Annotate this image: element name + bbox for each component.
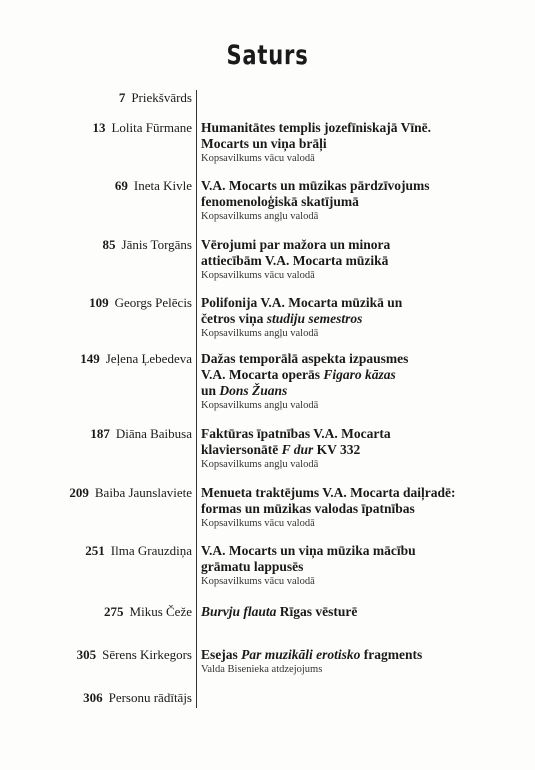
title-italic-segment: Dons Žuans <box>219 383 288 398</box>
title-italic-segment: studiju semestros <box>266 311 363 326</box>
summary-note: Kopsavilkums angļu valodā <box>201 400 319 411</box>
page-number: 187 <box>90 426 110 441</box>
title-segment: Menueta traktējums V.A. Mocarta daiļradē: <box>201 485 456 500</box>
toc-entry-ref <box>103 237 192 253</box>
summary-note: Kopsavilkums vācu valodā <box>201 270 315 281</box>
title-segment: Esejas <box>201 647 242 662</box>
article-title-line <box>201 194 521 210</box>
toc-entry-body <box>201 543 521 588</box>
title-segment: Faktūras īpatnības V.A. Mocarta <box>201 426 391 441</box>
article-title-line <box>201 178 521 194</box>
page-number: 251 <box>85 543 105 558</box>
toc-entry-body <box>201 295 521 340</box>
author-name: Sērens Kirkegors <box>102 647 192 662</box>
article-title <box>201 120 521 152</box>
toc-entry-ref <box>69 485 192 501</box>
title-segment: grāmatu lappusēs <box>201 559 304 574</box>
page-title: Saturs <box>226 40 309 71</box>
article-title <box>201 647 521 663</box>
article-title-line <box>201 604 521 620</box>
toc-entry-body <box>201 120 521 165</box>
article-title <box>201 604 521 620</box>
article-title-line <box>201 485 521 501</box>
title-segment: Rīgas vēsturē <box>276 604 358 619</box>
summary-note: Kopsavilkums angļu valodā <box>201 211 319 222</box>
article-title-line <box>201 543 521 559</box>
title-segment: klaviersonātē <box>201 442 282 457</box>
article-title-line <box>201 367 521 383</box>
article-title <box>201 178 521 210</box>
article-title <box>201 295 521 327</box>
toc-entry-ref <box>80 351 192 367</box>
title-segment: fenomenoloģiskā skatījumā <box>201 194 359 209</box>
summary-note: Kopsavilkums vācu valodā <box>201 576 315 587</box>
title-italic-segment: Par muzikāli erotisko <box>241 647 361 662</box>
article-title-line <box>201 442 521 458</box>
author-name: Baiba Jaunslaviete <box>94 485 192 500</box>
author-name: Priekšvārds <box>131 90 192 105</box>
toc-entry-ref <box>85 543 192 559</box>
article-title-line <box>201 136 521 152</box>
page-number: 69 <box>114 178 128 193</box>
author-name: Ilma Grauzdiņa <box>110 543 192 558</box>
author-name: Ineta Kivle <box>133 178 192 193</box>
article-title <box>201 426 521 458</box>
article-title-line <box>201 237 521 253</box>
author-name: Lolita Fūrmane <box>111 120 192 135</box>
title-italic-segment: F dur <box>281 442 314 457</box>
summary-note: Valda Bisenieka atdzejojums <box>201 664 323 675</box>
summary-note: Kopsavilkums vācu valodā <box>201 518 315 529</box>
summary-note: Kopsavilkums angļu valodā <box>201 328 319 339</box>
page-number: 209 <box>69 485 89 500</box>
article-title <box>201 237 521 269</box>
article-title-line <box>201 120 521 136</box>
toc-entry-body <box>201 178 521 223</box>
title-segment: V.A. Mocarts un viņa mūzika mācību <box>201 543 416 558</box>
title-segment: Humanitātes templis jozefīniskajā Vīnē. <box>201 120 431 135</box>
article-title <box>201 485 521 517</box>
title-segment: Dažas temporālā aspekta izpausmes <box>201 351 409 366</box>
article-title-line <box>201 501 521 517</box>
summary-note: Kopsavilkums vācu valodā <box>201 153 315 164</box>
author-name: Jeļena Ļebedeva <box>105 351 192 366</box>
author-name: Jānis Torgāns <box>121 237 192 252</box>
toc-entry-body <box>201 351 521 412</box>
toc-entry-body <box>201 237 521 282</box>
article-title <box>201 543 521 575</box>
page-number: 109 <box>89 295 109 310</box>
toc-entry-ref <box>104 604 192 620</box>
title-segment: formas un mūzikas valodas īpatnības <box>201 501 415 516</box>
article-title-line <box>201 295 521 311</box>
author-name: Diāna Baibusa <box>115 426 192 441</box>
article-title-line <box>201 647 521 663</box>
toc-entry-body <box>201 426 521 471</box>
toc-entry-body <box>201 604 521 620</box>
title-segment: četros viņa <box>201 311 267 326</box>
title-segment: Polifonija V.A. Mocarta mūzikā un <box>201 295 403 310</box>
title-italic-segment: Burvju flauta <box>201 604 277 619</box>
toc-entry-ref <box>89 295 192 311</box>
article-title-line <box>201 253 521 269</box>
summary-note: Kopsavilkums angļu valodā <box>201 459 319 470</box>
page-number: 275 <box>104 604 124 619</box>
page-number: 7 <box>118 90 126 105</box>
toc-entry-ref <box>83 690 192 706</box>
page-number: 85 <box>102 237 116 252</box>
title-segment: V.A. Mocarts un mūzikas pārdzīvojums <box>201 178 430 193</box>
article-title <box>201 351 521 399</box>
toc-entry-ref <box>119 90 192 106</box>
article-title-line <box>201 383 521 399</box>
author-name: Mikus Čeže <box>129 604 192 619</box>
title-segment: un <box>201 383 220 398</box>
title-segment: fragments <box>360 647 423 662</box>
page-number: 306 <box>83 690 103 705</box>
toc-entry-body <box>201 485 521 530</box>
column-divider <box>196 90 197 708</box>
article-title-line <box>201 311 521 327</box>
toc-entry-body <box>201 647 521 676</box>
toc-entry-ref <box>77 647 192 663</box>
article-title-line <box>201 351 521 367</box>
author-name: Georgs Pelēcis <box>114 295 192 310</box>
title-segment: Vērojumi par mažora un minora <box>201 237 391 252</box>
title-segment: V.A. Mocarta operās <box>201 367 324 382</box>
article-title-line <box>201 426 521 442</box>
title-segment: attiecībām V.A. Mocarta mūzikā <box>201 253 389 268</box>
toc-entry-ref <box>90 426 192 442</box>
title-segment: Mocarts un viņa brāļi <box>201 136 327 151</box>
title-italic-segment: Figaro kāzas <box>323 367 396 382</box>
title-segment: KV 332 <box>313 442 361 457</box>
page-number: 305 <box>76 647 97 662</box>
toc-entry-ref <box>115 178 192 194</box>
author-name: Personu rādītājs <box>108 690 192 705</box>
page-number: 13 <box>92 120 106 135</box>
article-title-line <box>201 559 521 575</box>
toc-entry-ref <box>92 120 192 136</box>
page-number: 149 <box>80 351 100 366</box>
